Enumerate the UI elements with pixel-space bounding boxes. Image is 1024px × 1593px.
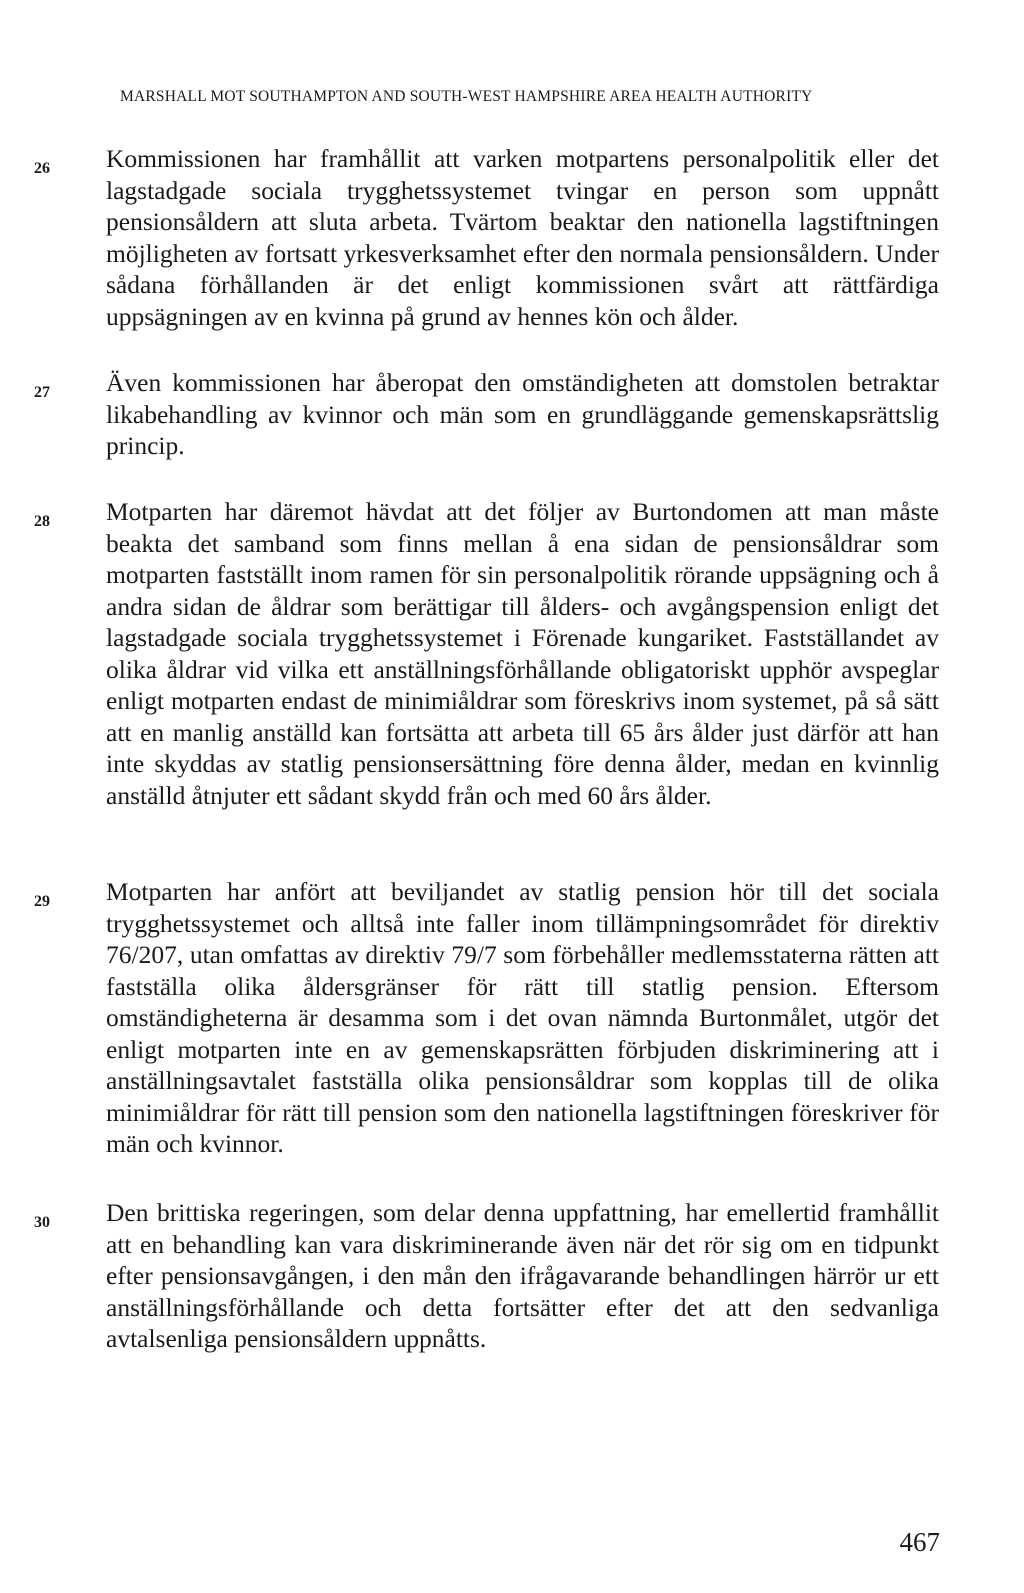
running-head: MARSHALL MOT SOUTHAMPTON AND SOUTH-WEST HAMPSHIRE AREA HEALTH AUTHORITY xyxy=(120,88,813,105)
paragraph-number: 28 xyxy=(34,513,50,530)
page-number: 467 xyxy=(899,1527,940,1557)
paragraph-text: Kommissionen har framhållit att varken motpartens personalpolitik eller det lagstadgade sociala trygghetssystemet tvingar en person som uppnått pensionsåldern att sluta arbeta. Tvärtom beaktar den nationella lagstiftningen möjligheten av fortsatt yrkesverksamhet efter den normala pensionsåldern. Under sådana förhållanden är det enligt kommissionen svårt att rättfärdiga uppsägningen av en kvinna på grund av hennes kön och ålder. xyxy=(106,144,939,331)
paragraph-number: 29 xyxy=(34,893,50,910)
paragraph-number: 26 xyxy=(34,160,50,177)
paragraph-number: 27 xyxy=(34,384,50,401)
paragraph-text: Den brittiska regeringen, som delar denna uppfattning, har emellertid framhållit att en behandling kan vara diskriminerande även när det rör sig om en tidpunkt efter pensionsavgången, i den mån den ifrågavarande behandlingen härrör ur ett anställningsförhållande och detta fortsätter efter det att den sedvanliga avtalsenliga pensionsåldern uppnåtts. xyxy=(106,1198,939,1353)
paragraph-number: 30 xyxy=(34,1214,50,1231)
paragraph-text: Motparten har anfört att beviljandet av statlig pension hör till det sociala trygghetssystemet och alltså inte faller inom tillämpningsområdet för direktiv 76/207, utan omfattas av direktiv 79/7 som förbehåller medlemsstaterna rätten att fastställa olika åldersgränser för rätt till statlig pension. Eftersom omständigheterna är desamma som i det ovan nämnda Burtonmålet, utgör det enligt motparten inte en av gemenskapsrätten förbjuden diskriminering att i anställningsavtalet fastställa olika pensionsåldrar som kopplas till de olika minimiåldrar för rätt till pension som den nationella lagstiftningen föreskriver för män och kvinnor. xyxy=(106,877,939,1158)
paragraph-text: Även kommissionen har åberopat den omständigheten att domstolen betraktar likabehandling av kvinnor och män som en grundläggande gemenskapsrättslig princip. xyxy=(106,368,939,460)
paragraph-text: Motparten har däremot hävdat att det följer av Burtondomen att man måste beakta det samband som finns mellan å ena sidan de pensionsåldrar som motparten fastställt inom ramen för sin personalpolitik rörande uppsägning och å andra sidan de åldrar som berättigar till ålders- och avgångspension enligt det lagstadgade sociala trygghetssystemet i Förenade kungariket. Fastställandet av olika åldrar vid vilka ett anställningsförhållande obligatoriskt upphör avspeglar enligt motparten endast de minimiåldrar som föreskrivs inom systemet, på så sätt att en manlig anställd kan fortsätta att arbeta till 65 års ålder just därför att han inte skyddas av statlig pensionsersättning före denna ålder, medan en kvinnlig anställd åtnjuter ett sådant skydd från och med 60 års ålder. xyxy=(106,497,939,810)
